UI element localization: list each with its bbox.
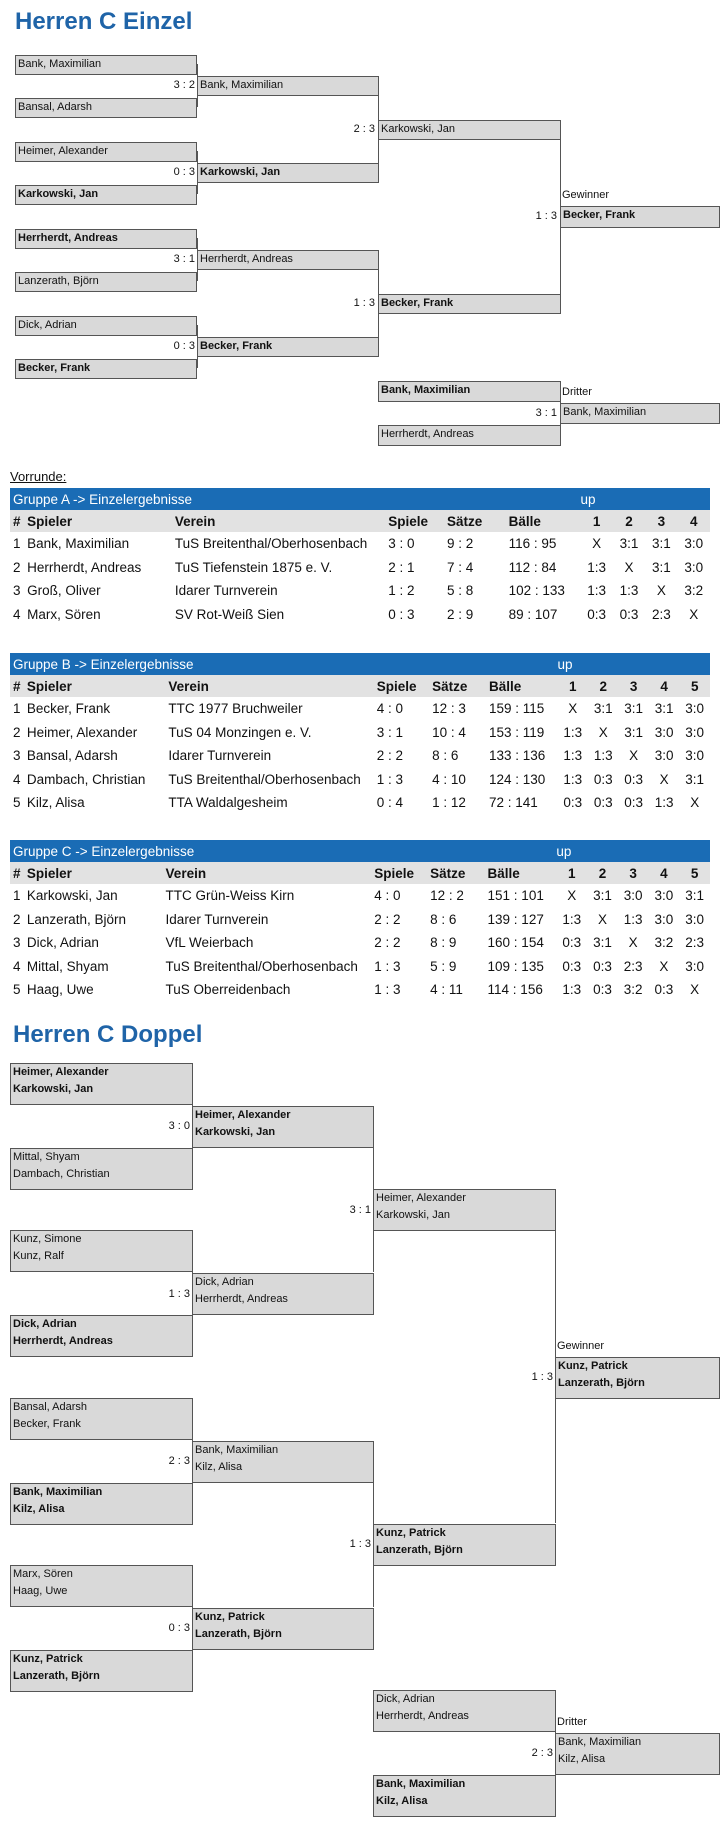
col-games: Spiele [371, 862, 427, 884]
col-player: Spieler [24, 675, 165, 697]
col-r3: 3 [618, 675, 648, 697]
match-score: 0 : 3 [173, 340, 195, 352]
col-r5: 5 [679, 862, 710, 884]
col-player: Spieler [24, 510, 172, 532]
group-title: Gruppe A -> Einzelergebnisse [10, 488, 580, 510]
winner-box: Bank, Maximilian [197, 76, 379, 96]
col-r4: 4 [649, 862, 680, 884]
col-r2: 2 [613, 510, 645, 532]
column-header-row [10, 675, 710, 697]
col-r1: 1 [580, 510, 612, 532]
col-sets: Sätze [429, 675, 486, 697]
match-score: 3 : 1 [349, 1204, 371, 1216]
team-box: Kunz, Simone Kunz, Ralf [10, 1230, 193, 1272]
table-row: 4 Dambach, Christian TuS Breitenthal/Oberhosenbach 1 : 3 4 : 10 124 : 130 1:3 0:3 0:3 X 3:1 [13, 771, 705, 787]
match-score: 0 : 3 [173, 166, 195, 178]
match-score: 1 : 3 [168, 1288, 190, 1300]
player-box: Karkowski, Jan [15, 185, 197, 205]
team-box: Dick, Adrian Herrherdt, Andreas [10, 1315, 193, 1357]
champion-box: Becker, Frank [560, 206, 720, 228]
group-title: Gruppe C -> Einzelergebnisse [10, 840, 556, 862]
table-row: 2 Herrherdt, Andreas TuS Tiefenstein 1875 e. V. 2 : 1 7 : 4 112 : 84 1:3 X 3:1 3:0 [13, 559, 704, 575]
group-c-table [10, 840, 710, 1002]
team-box: Mittal, Shyam Dambach, Christian [10, 1148, 193, 1190]
up-link[interactable]: up [558, 653, 710, 675]
column-header-row [10, 862, 710, 884]
winner-box: Karkowski, Jan [378, 120, 561, 140]
team-box: Marx, Sören Haag, Uwe [10, 1565, 193, 1607]
col-r3: 3 [645, 510, 677, 532]
table-row: 1 Becker, Frank TTC 1977 Bruchweiler 4 : 0 12 : 3 159 : 115 X 3:1 3:1 3:1 3:0 [13, 701, 705, 717]
team-box: Bank, Maximilian Kilz, Alisa [10, 1483, 193, 1525]
col-r5: 5 [679, 675, 710, 697]
match-score: 2 : 3 [531, 1747, 553, 1759]
col-r2: 2 [588, 675, 618, 697]
group-header [10, 488, 710, 510]
table-row: 1 Karkowski, Jan TTC Grün-Weiss Kirn 4 : 0 12 : 2 151 : 101 X 3:1 3:0 3:0 3:1 [13, 888, 704, 904]
col-balls: Bälle [506, 510, 581, 532]
doppel-title: Herren C Doppel [13, 1021, 203, 1048]
table-row: 4 Mittal, Shyam TuS Breitenthal/Oberhosenbach 1 : 3 5 : 9 109 : 135 0:3 0:3 2:3 X 3:0 [13, 958, 704, 974]
player-box: Dick, Adrian [15, 316, 197, 336]
winner-box: Heimer, Alexander Karkowski, Jan [373, 1189, 556, 1231]
table-row: 5 Kilz, Alisa TTA Waldalgesheim 0 : 4 1 : 12 72 : 141 0:3 0:3 0:3 1:3 X [13, 795, 700, 811]
team-box: Heimer, Alexander Karkowski, Jan [10, 1063, 193, 1105]
col-r2: 2 [587, 862, 618, 884]
third-label: Dritter [557, 1716, 587, 1728]
winner-box: Becker, Frank [197, 337, 379, 357]
table-row: 1 Bank, Maximilian TuS Breitenthal/Oberhosenbach 3 : 0 9 : 2 116 : 95 X 3:1 3:1 3:0 [13, 536, 704, 552]
team-box: Kunz, Patrick Lanzerath, Björn [10, 1650, 193, 1692]
match-score: 2 : 3 [168, 1455, 190, 1467]
col-club: Verein [172, 510, 385, 532]
player-box: Becker, Frank [15, 359, 197, 379]
player-box: Heimer, Alexander [15, 142, 197, 162]
col-sets: Sätze [444, 510, 506, 532]
col-num: # [10, 510, 24, 532]
col-r1: 1 [556, 862, 587, 884]
col-r3: 3 [618, 862, 649, 884]
winner-box: Karkowski, Jan [197, 163, 379, 183]
group-header [10, 840, 710, 862]
match-score: 2 : 3 [353, 123, 375, 135]
col-balls: Bälle [486, 675, 558, 697]
col-num: # [10, 675, 24, 697]
vorrunde-label: Vorrunde: [10, 469, 67, 484]
group-header [10, 653, 710, 675]
group-title: Gruppe B -> Einzelergebnisse [10, 653, 558, 675]
winner-label: Gewinner [562, 189, 610, 201]
table-row: 2 Heimer, Alexander TuS 04 Monzingen e. V. 3 : 1 10 : 4 153 : 119 1:3 X 3:1 3:0 3:0 [13, 724, 705, 740]
match-score: 1 : 3 [353, 297, 375, 309]
team-box: Dick, Adrian Herrherdt, Andreas [373, 1690, 556, 1732]
match-score: 3 : 1 [173, 253, 195, 265]
match-score: 3 : 0 [168, 1120, 190, 1132]
winner-box: Becker, Frank [378, 294, 561, 314]
winner-box: Dick, Adrian Herrherdt, Andreas [192, 1273, 374, 1315]
player-box: Bank, Maximilian [15, 55, 197, 75]
third-winner-box: Bank, Maximilian [560, 403, 720, 424]
group-b-table [10, 653, 710, 815]
table-row: 4 Marx, Sören SV Rot-Weiß Sien 0 : 3 2 : 9 89 : 107 0:3 0:3 2:3 X [13, 606, 699, 622]
table-row: 5 Haag, Uwe TuS Oberreidenbach 1 : 3 4 : 11 114 : 156 1:3 0:3 3:2 0:3 X [13, 982, 700, 998]
col-r4: 4 [678, 510, 710, 532]
match-score: 0 : 3 [168, 1622, 190, 1634]
match-score: 1 : 3 [531, 1371, 553, 1383]
winner-box: Herrherdt, Andreas [197, 250, 379, 270]
winner-label: Gewinner [557, 1340, 605, 1352]
third-winner-box: Bank, Maximilian Kilz, Alisa [555, 1733, 720, 1775]
col-r4: 4 [649, 675, 679, 697]
player-box: Herrherdt, Andreas [15, 229, 197, 249]
winner-box: Bank, Maximilian Kilz, Alisa [192, 1441, 374, 1483]
match-score: 3 : 2 [173, 79, 195, 91]
match-score: 1 : 3 [535, 210, 557, 222]
einzel-title: Herren C Einzel [15, 8, 193, 35]
table-row: 3 Bansal, Adarsh Idarer Turnverein 2 : 2 8 : 6 133 : 136 1:3 1:3 X 3:0 3:0 [13, 748, 705, 764]
group-a-table [10, 488, 710, 626]
col-player: Spieler [24, 862, 163, 884]
winner-box: Heimer, Alexander Karkowski, Jan [192, 1106, 374, 1148]
col-club: Verein [165, 675, 373, 697]
match-score: 1 : 3 [349, 1538, 371, 1550]
col-club: Verein [163, 862, 372, 884]
team-box: Bank, Maximilian Kilz, Alisa [373, 1775, 556, 1817]
up-link[interactable]: up [580, 488, 710, 510]
col-games: Spiele [374, 675, 429, 697]
col-sets: Sätze [427, 862, 484, 884]
table-row: 3 Dick, Adrian VfL Weierbach 2 : 2 8 : 9 160 : 154 0:3 3:1 X 3:2 2:3 [13, 935, 704, 951]
winner-box: Kunz, Patrick Lanzerath, Björn [192, 1608, 374, 1650]
up-link[interactable]: up [556, 840, 710, 862]
third-label: Dritter [562, 386, 592, 398]
table-row: 2 Lanzerath, Björn Idarer Turnverein 2 : 2 8 : 6 139 : 127 1:3 X 1:3 3:0 3:0 [13, 911, 704, 927]
team-box: Bansal, Adarsh Becker, Frank [10, 1398, 193, 1440]
match-score: 3 : 1 [535, 407, 557, 419]
winner-box: Kunz, Patrick Lanzerath, Björn [373, 1524, 556, 1566]
col-num: # [10, 862, 24, 884]
col-games: Spiele [385, 510, 444, 532]
column-header-row [10, 510, 710, 532]
champion-box: Kunz, Patrick Lanzerath, Björn [555, 1357, 720, 1399]
table-row: 3 Groß, Oliver Idarer Turnverein 1 : 2 5 : 8 102 : 133 1:3 1:3 X 3:2 [13, 583, 704, 599]
player-box: Bansal, Adarsh [15, 98, 197, 118]
player-box: Herrherdt, Andreas [378, 425, 561, 446]
col-balls: Bälle [485, 862, 557, 884]
col-r1: 1 [558, 675, 588, 697]
player-box: Bank, Maximilian [378, 381, 561, 402]
player-box: Lanzerath, Björn [15, 272, 197, 292]
